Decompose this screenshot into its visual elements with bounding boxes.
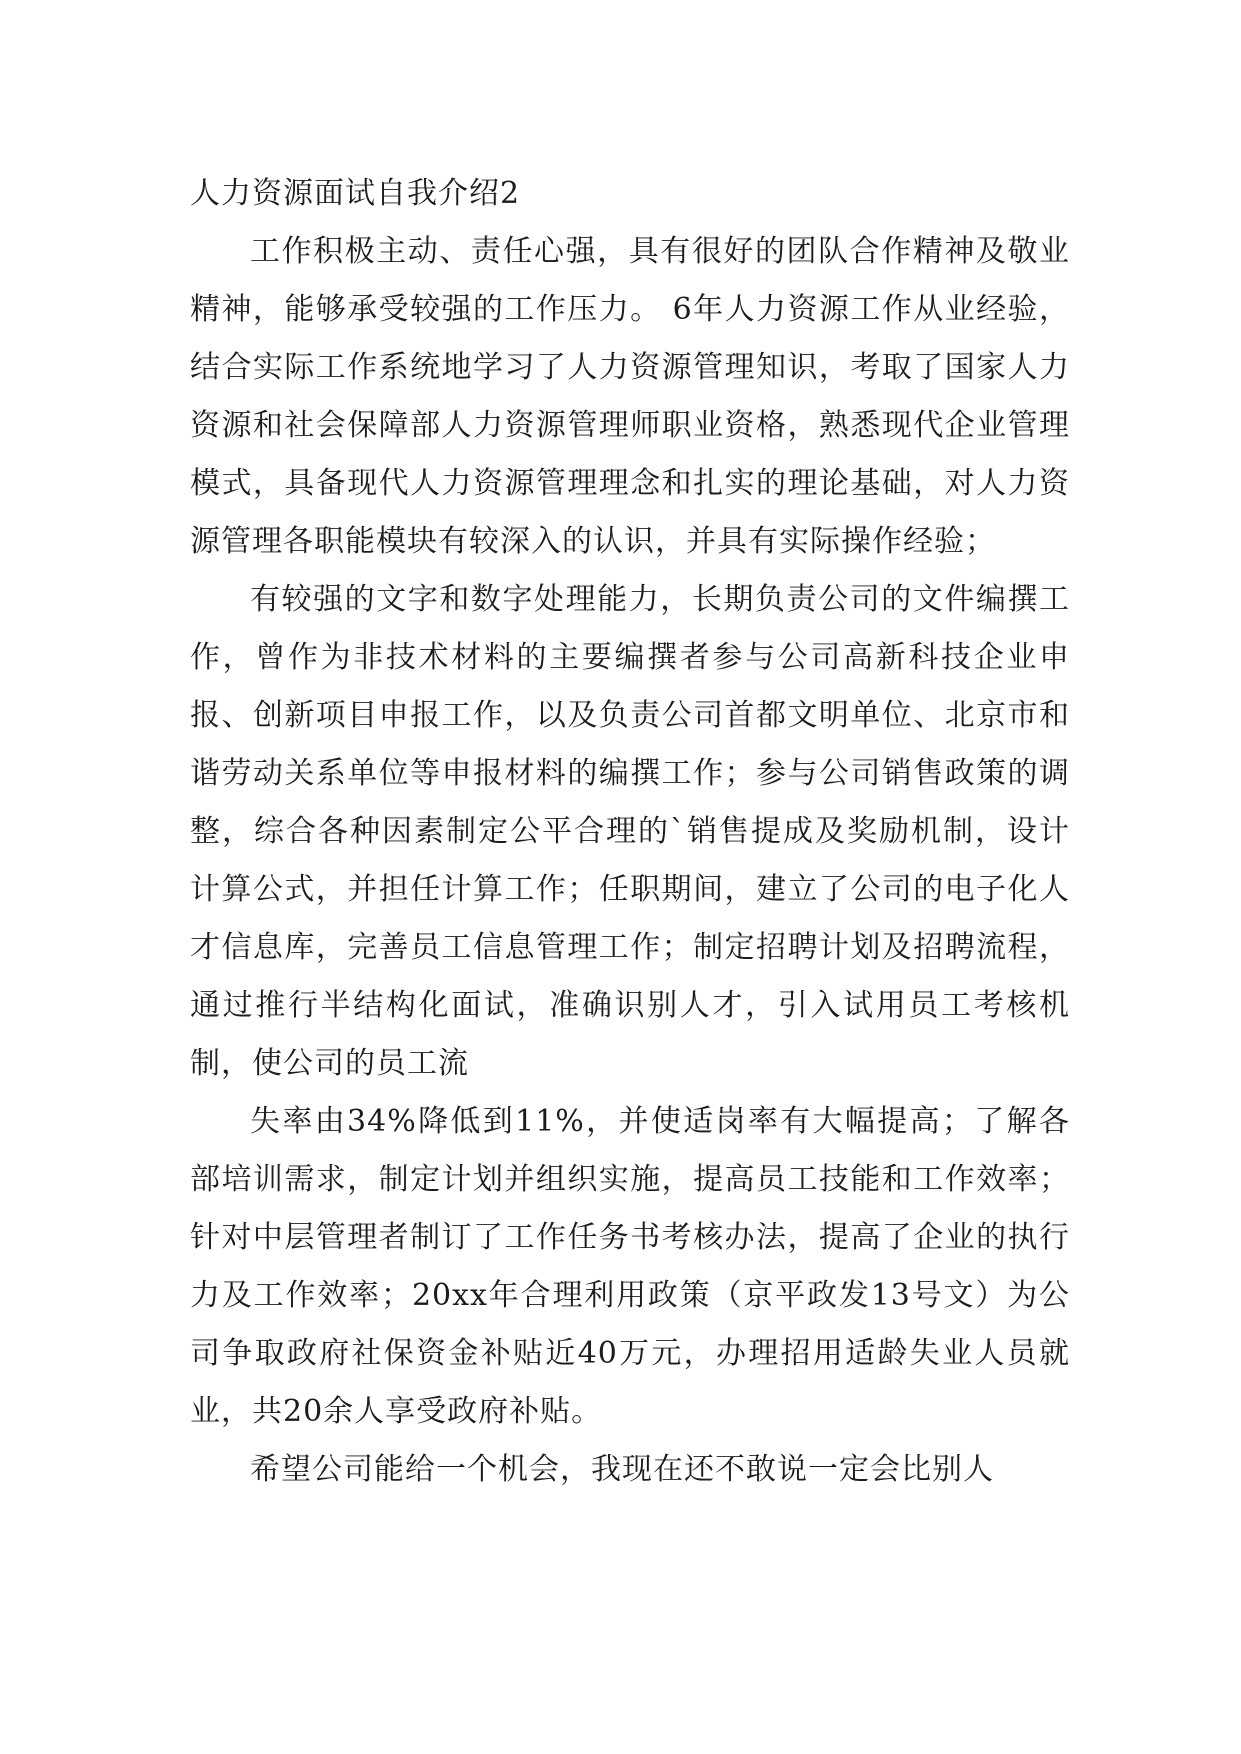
paragraph-closing: 希望公司能给一个机会，我现在还不敢说一定会比别人 xyxy=(250,1452,994,1487)
paragraph-achievements: 失率由34%降低到11%，并使适岗率有大幅提高；了解各部培训需求，制定计划并组织实施，提高员工技能和工作效率；针对中层管理者制订了工作任务书考核办法，提高了企业的执行力及工作效率；20xx年合理利用政策（京平政发13号文）为公司争取政府社保资金补贴近40万元，办理招用适龄失业人员就业，共20余人享受政府补贴。 xyxy=(190,1104,1070,1429)
document-body xyxy=(190,165,1070,1499)
paragraph-strengths: 工作积极主动、责任心强，具有很好的团队合作精神及敬业精神，能够承受较强的工作压力。 6年人力资源工作从业经验，结合实际工作系统地学习了人力资源管理知识，考取了国家人力资源和社会保障部人力资源管理师职业资格，熟悉现代企业管理模式，具备现代人力资源管理理念和扎实的理论基础，对人力资源管理各职能模块有较深入的认识，并具有实际操作经验； xyxy=(190,234,1070,559)
paragraph-abilities: 有较强的文字和数字处理能力，长期负责公司的文件编撰工作，曾作为非技术材料的主要编撰者参与公司高新科技企业申报、创新项目申报工作，以及负责公司首都文明单位、北京市和谐劳动关系单位等申报材料的编撰工作；参与公司销售政策的调整，综合各种因素制定公平合理的`销售提成及奖励机制，设计计算公式，并担任计算工作；任职期间，建立了公司的电子化人才信息库，完善员工信息管理工作；制定招聘计划及招聘流程，通过推行半结构化面试，准确识别人才，引入试用员工考核机制，使公司的员工流 xyxy=(190,582,1070,1081)
document-title: 人力资源面试自我介绍2 xyxy=(190,176,521,211)
